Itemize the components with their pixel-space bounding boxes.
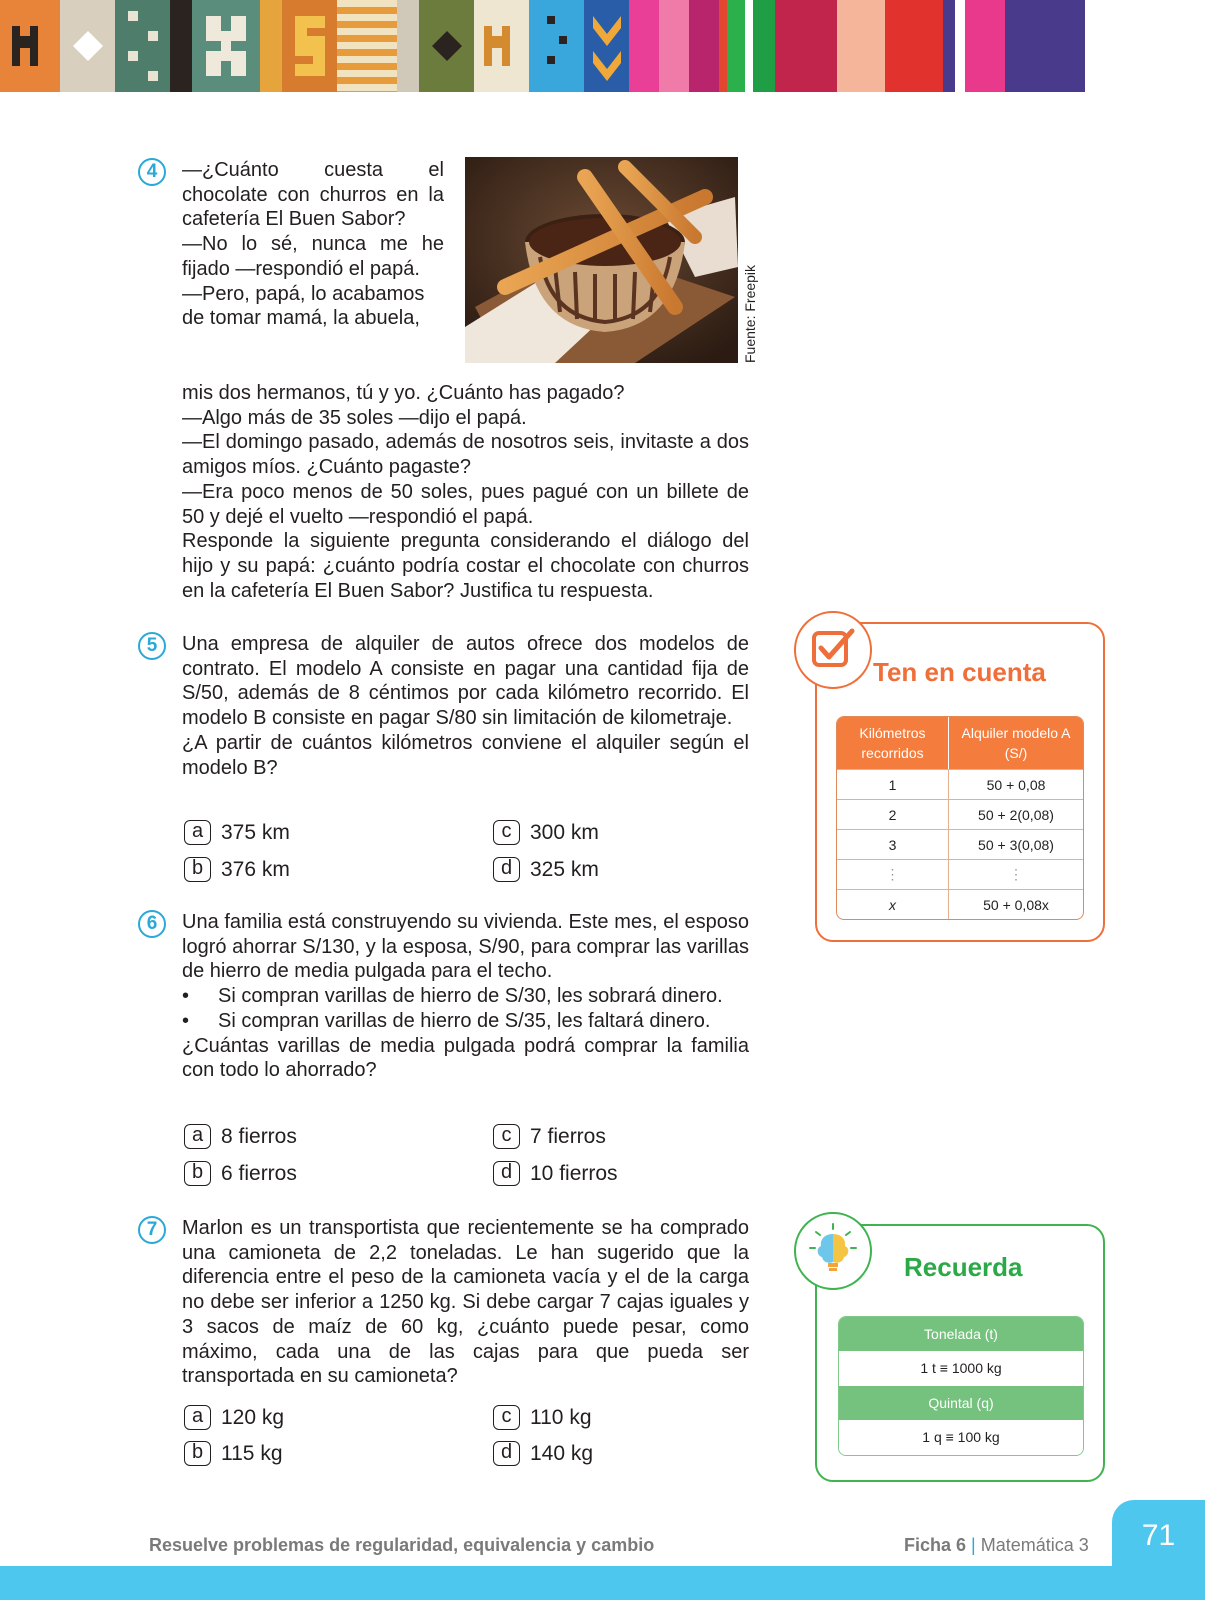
option-text: 375 km: [221, 820, 290, 844]
problem-question: Responde la siguiente pregunta considerando el diálogo del hijo y su papá: ¿cuánto podría costar el chocolate con churros en la cafetería El Buen Sabor? Justifica tu respuesta.: [182, 530, 749, 602]
option-letter: c: [493, 1124, 520, 1149]
band-stripe: [629, 0, 659, 92]
band-stripe: [282, 0, 337, 92]
unit-equivalence: 1 q ≡ 100 kg: [839, 1420, 1083, 1455]
band-stripe: [1005, 0, 1085, 92]
band-stripe: [955, 0, 965, 92]
dialog-line: —No lo sé, nunca me he fijado —respondió el papá.: [182, 233, 444, 280]
option-text: 110 kg: [530, 1405, 592, 1429]
band-stripe: [584, 0, 629, 92]
table-cell: 50 + 0,08: [949, 769, 1083, 799]
problem-6-text: [182, 910, 749, 1083]
table-cell: 3: [837, 829, 949, 859]
option-c[interactable]: [493, 1124, 606, 1149]
band-stripe: [837, 0, 885, 92]
bullet-item: [182, 1009, 749, 1034]
option-letter: b: [184, 1441, 211, 1466]
option-letter: a: [184, 1124, 211, 1149]
band-stripe: [115, 0, 170, 92]
dialog-line: —Era poco menos de 50 soles, pues pagué con un billete de 50 y dejé el vuelto —respondió el papá.: [182, 480, 749, 528]
option-text: 376 km: [221, 857, 290, 881]
unit-equivalence: 1 t ≡ 1000 kg: [839, 1351, 1083, 1386]
option-text: 120 kg: [221, 1405, 285, 1429]
table-cell: 1: [837, 769, 949, 799]
table-row: [837, 799, 1083, 829]
table-cell: 50 + 0,08x: [949, 889, 1083, 919]
recuerda-badge: [794, 1212, 872, 1290]
unit-header: Tonelada (t): [839, 1317, 1083, 1351]
option-a[interactable]: [184, 820, 290, 845]
problem-question: ¿A partir de cuántos kilómetros conviene el alquiler según el modelo B?: [182, 731, 749, 779]
dialog-line: —Pero, papá, lo acabamos de tomar mamá, la abuela,: [182, 282, 425, 330]
option-letter: b: [184, 857, 211, 882]
option-letter: d: [493, 1441, 520, 1466]
table-header-row: [837, 717, 1083, 769]
option-letter: a: [184, 820, 211, 845]
unit-header: Quintal (q): [839, 1386, 1083, 1420]
table-cell: 50 + 2(0,08): [949, 799, 1083, 829]
brain-bulb-icon: [794, 1212, 872, 1290]
dialog-line: —El domingo pasado, además de nosotros seis, invitaste a dos amigos míos. ¿Cuánto pagaste?: [182, 431, 749, 479]
problem-number: 7: [138, 1216, 166, 1244]
band-stripe: [192, 0, 260, 92]
table-row: [837, 829, 1083, 859]
option-d[interactable]: [493, 1161, 618, 1186]
band-stripe: [885, 0, 943, 92]
units-table: [838, 1316, 1084, 1456]
option-letter: a: [184, 1405, 211, 1430]
subject-label: Matemática 3: [980, 1535, 1089, 1555]
option-text: 140 kg: [530, 1441, 594, 1465]
footer-ficha: [904, 1535, 1089, 1556]
bullet-icon: •: [182, 985, 190, 1008]
chocolate-churros-photo: [465, 157, 738, 363]
option-b[interactable]: [184, 1161, 297, 1186]
dialog-line: —¿Cuánto cuesta el chocolate con churros en la cafetería El Buen Sabor?: [182, 159, 444, 231]
problem-number: 4: [138, 158, 166, 186]
band-stripe: [719, 0, 727, 92]
option-text: 300 km: [530, 820, 599, 844]
band-stripe: [775, 0, 837, 92]
table-cell: 50 + 3(0,08): [949, 829, 1083, 859]
footer-topic: Resuelve problemas de regularidad, equivalencia y cambio: [149, 1535, 655, 1555]
problem-7-text: [182, 1216, 749, 1389]
option-letter: d: [493, 1161, 520, 1186]
option-b[interactable]: [184, 857, 290, 882]
dialog-line: mis dos hermanos, tú y yo. ¿Cuánto has pagado?: [182, 382, 625, 404]
option-a[interactable]: [184, 1124, 297, 1149]
option-d[interactable]: [493, 1441, 593, 1466]
band-stripe: [529, 0, 584, 92]
recuerda-title: Recuerda: [904, 1252, 1023, 1282]
band-stripe: [745, 0, 753, 92]
tip-badge: [794, 611, 872, 689]
footer-separator: |: [971, 1535, 976, 1555]
band-stripe: [727, 0, 745, 92]
band-stripe: [659, 0, 689, 92]
ficha-label: Ficha 6: [904, 1535, 967, 1555]
table-row: [837, 859, 1083, 889]
rental-table: [836, 716, 1084, 920]
table-row: [837, 889, 1083, 919]
problem-5-text: [182, 632, 749, 780]
band-stripe: [689, 0, 719, 92]
option-text: 325 km: [530, 857, 599, 881]
problem-4-intro: [182, 158, 444, 331]
band-stripe: [474, 0, 529, 92]
option-letter: b: [184, 1161, 211, 1186]
table-header: Kilómetros recorridos: [837, 717, 949, 769]
band-stripe: [943, 0, 955, 92]
photo-credit: Fuente: Freepik: [742, 264, 758, 363]
option-letter: d: [493, 857, 520, 882]
problem-4-dialog: [182, 381, 749, 603]
band-stripe: [753, 0, 775, 92]
option-text: 7 fierros: [530, 1124, 606, 1148]
option-c[interactable]: [493, 820, 599, 845]
table-cell: 2: [837, 799, 949, 829]
band-stripe: [60, 0, 115, 92]
problem-statement: Una familia está construyendo su vivienda. Este mes, el esposo logró ahorrar S/130, y la esposa, S/90, para comprar las varillas de hierro de media pulgada para el techo.: [182, 911, 749, 983]
footer-bar: [0, 1566, 1205, 1600]
band-stripe: [170, 0, 192, 92]
problem-number: 6: [138, 910, 166, 938]
tip-title: Ten en cuenta: [873, 657, 1046, 687]
option-c[interactable]: [493, 1405, 592, 1430]
decorative-textile-band: [0, 0, 1205, 92]
option-b[interactable]: [184, 1441, 283, 1466]
option-text: 6 fierros: [221, 1161, 297, 1185]
bullet-icon: •: [182, 1009, 190, 1032]
band-stripe: [419, 0, 474, 92]
dialog-line: —Algo más de 35 soles —dijo el papá.: [182, 406, 527, 429]
option-d[interactable]: [493, 857, 599, 882]
table-cell: x: [837, 889, 949, 919]
band-stripe: [337, 0, 397, 92]
table-cell: ⋮: [949, 859, 1083, 889]
band-stripe: [260, 0, 282, 92]
problem-number: 5: [138, 632, 166, 660]
table-header: Alquiler modelo A (S/): [949, 717, 1083, 769]
bullet-text: Si compran varillas de hierro de S/30, les sobrará dinero.: [218, 985, 723, 1008]
band-stripe: [0, 0, 60, 92]
option-text: 8 fierros: [221, 1124, 297, 1148]
checkbox-icon: [794, 611, 872, 689]
option-letter: c: [493, 1405, 520, 1430]
option-letter: c: [493, 820, 520, 845]
table-row: [837, 769, 1083, 799]
option-text: 10 fierros: [530, 1161, 618, 1185]
band-stripe: [397, 0, 419, 92]
problem-statement: Una empresa de alquiler de autos ofrece dos modelos de contrato. El modelo A consiste en pagar una cantidad fija de S/50, además de 8 céntimos por cada kilómetro recorrido. El modelo B consiste en pagar S/80 sin limitación de kilometraje.: [182, 633, 749, 730]
page-number: 71: [1141, 1519, 1176, 1552]
problem-question: ¿Cuántas varillas de media pulgada podrá comprar la familia con todo lo ahorrado?: [182, 1034, 749, 1082]
band-stripe: [965, 0, 1005, 92]
bullet-text: Si compran varillas de hierro de S/35, les faltará dinero.: [218, 1009, 711, 1032]
bullet-item: [182, 984, 749, 1009]
option-text: 115 kg: [221, 1441, 283, 1465]
table-cell: ⋮: [837, 859, 949, 889]
problem-statement: Marlon es un transportista que recientemente se ha comprado una camioneta de 2,2 toneladas. Le han sugerido que la diferencia entre el peso de la camioneta vacía y el de la carga no debe ser inferior a 1250 kg. Si debe cargar 7 cajas iguales y 3 sacos de maíz de 60 kg, ¿cuánto puede pesar, como máximo, cada una de las cajas para que pueda ser transportada en su camioneta?: [182, 1217, 749, 1388]
option-a[interactable]: [184, 1405, 284, 1430]
